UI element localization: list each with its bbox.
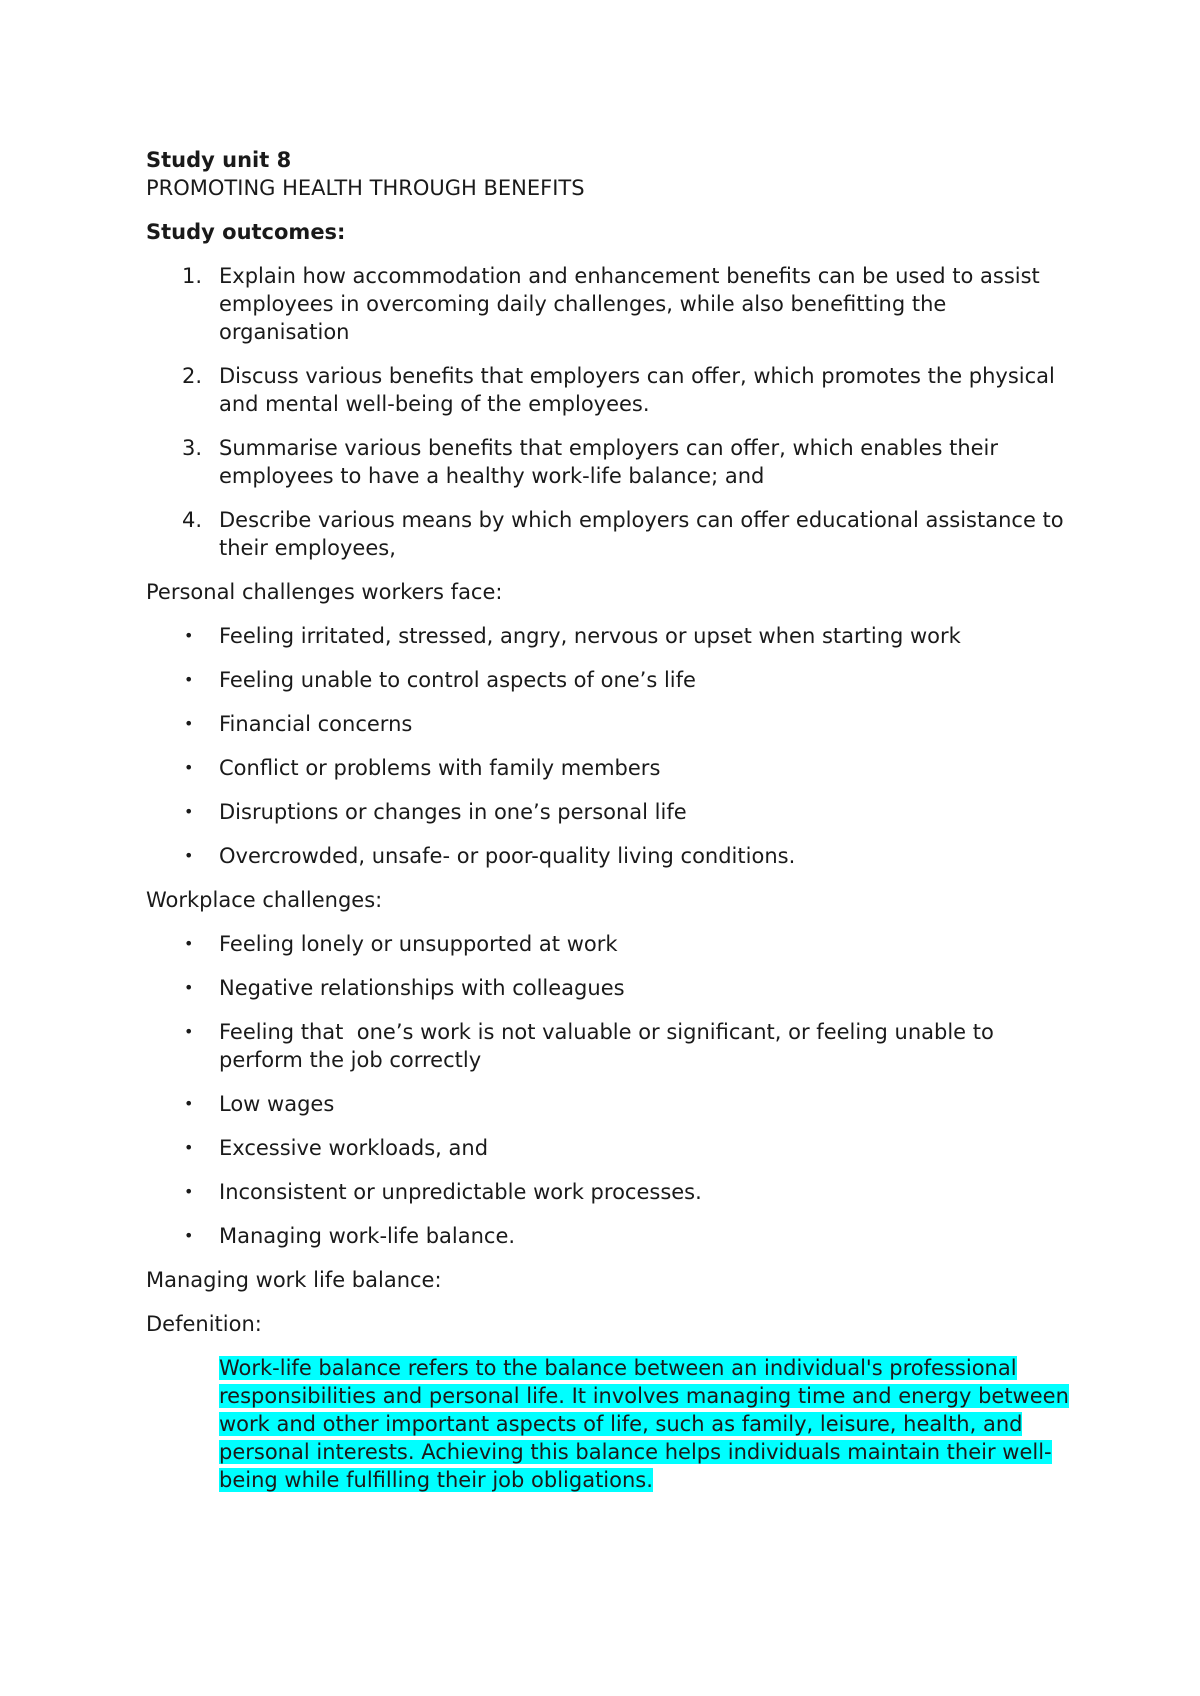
list-item-text: Conflict or problems with family members [219,756,661,780]
bullet-icon: • [184,934,194,953]
list-item-text: Low wages [219,1092,335,1116]
list-item-text: Negative relationships with colleagues [219,976,625,1000]
bullet-icon: • [184,1094,194,1113]
list-item-text: Overcrowded, unsafe- or poor-quality living conditions. [219,844,796,868]
outcome-text: Summarise various benefits that employers can offer, which enables their employees to have a healthy work-life balance; and [219,436,999,488]
workplace-challenges-heading: Workplace challenges: [146,888,383,912]
bullet-icon: • [184,1182,194,1201]
bullet-icon: • [184,626,194,645]
outcome-number: 4. [182,508,203,532]
bullet-icon: • [184,670,194,689]
definition-paragraph [219,1354,1079,1494]
outcome-text: Discuss various benefits that employers can offer, which promotes the physical and mental well-being of the employees. [219,364,1055,416]
list-item [146,1018,1076,1074]
outcome-text: Explain how accommodation and enhancement benefits can be used to assist employees in overcoming daily challenges, while also benefitting the organisation [219,264,1040,344]
document-content [146,146,1076,1494]
outcome-item [146,506,1076,562]
outcome-item [146,434,1076,490]
outcomes-list [146,262,1076,562]
personal-challenges-list [146,622,1076,870]
bullet-icon: • [184,846,194,865]
bullet-icon: • [184,1138,194,1157]
list-item-text: Feeling lonely or unsupported at work [219,932,618,956]
outcome-text: Describe various means by which employers can offer educational assistance to their employees, [219,508,1064,560]
list-item-text: Feeling irritated, stressed, angry, nervous or upset when starting work [219,624,961,648]
outcome-number: 3. [182,436,203,460]
workplace-challenges-list [146,930,1076,1250]
list-item-text: Inconsistent or unpredictable work processes. [219,1180,702,1204]
bullet-icon: • [184,1226,194,1245]
list-item-text: Managing work-life balance. [219,1224,516,1248]
list-item [146,1222,1076,1250]
list-item [146,1178,1076,1206]
highlighted-definition-text: Work-life balance refers to the balance between an individual's professional responsibilities and personal life. It involves managing time and energy between work and other important aspects of life, such as family, leisure, health, and personal interests. Achieving this balance helps individuals maintain their well-being while fulfilling their job obligations. [219,1356,1069,1492]
bullet-icon: • [184,714,194,733]
outcome-number: 2. [182,364,203,388]
bullet-icon: • [184,802,194,821]
list-item [146,666,1076,694]
outcome-item [146,362,1076,418]
definition-heading: Defenition: [146,1312,262,1336]
document-subtitle: PROMOTING HEALTH THROUGH BENEFITS [146,176,585,200]
document-title: Study unit 8 [146,148,292,172]
list-item-text: Financial concerns [219,712,413,736]
list-item-text: Feeling unable to control aspects of one’s life [219,668,696,692]
list-item [146,798,1076,826]
bullet-icon: • [184,758,194,777]
list-item [146,974,1076,1002]
outcomes-heading: Study outcomes: [146,220,346,244]
list-item-text: Excessive workloads, and [219,1136,489,1160]
outcome-item [146,262,1076,346]
bullet-icon: • [184,1022,194,1041]
list-item [146,622,1076,650]
outcome-number: 1. [182,264,203,288]
bullet-icon: • [184,978,194,997]
list-item [146,930,1076,958]
list-item [146,1134,1076,1162]
work-life-balance-heading: Managing work life balance: [146,1268,442,1292]
list-item-text: Disruptions or changes in one’s personal life [219,800,687,824]
list-item-text: Feeling that one’s work is not valuable or significant, or feeling unable to perform the job correctly [219,1020,1001,1072]
list-item [146,1090,1076,1118]
list-item [146,754,1076,782]
personal-challenges-heading: Personal challenges workers face: [146,580,503,604]
list-item [146,710,1076,738]
list-item [146,842,1076,870]
